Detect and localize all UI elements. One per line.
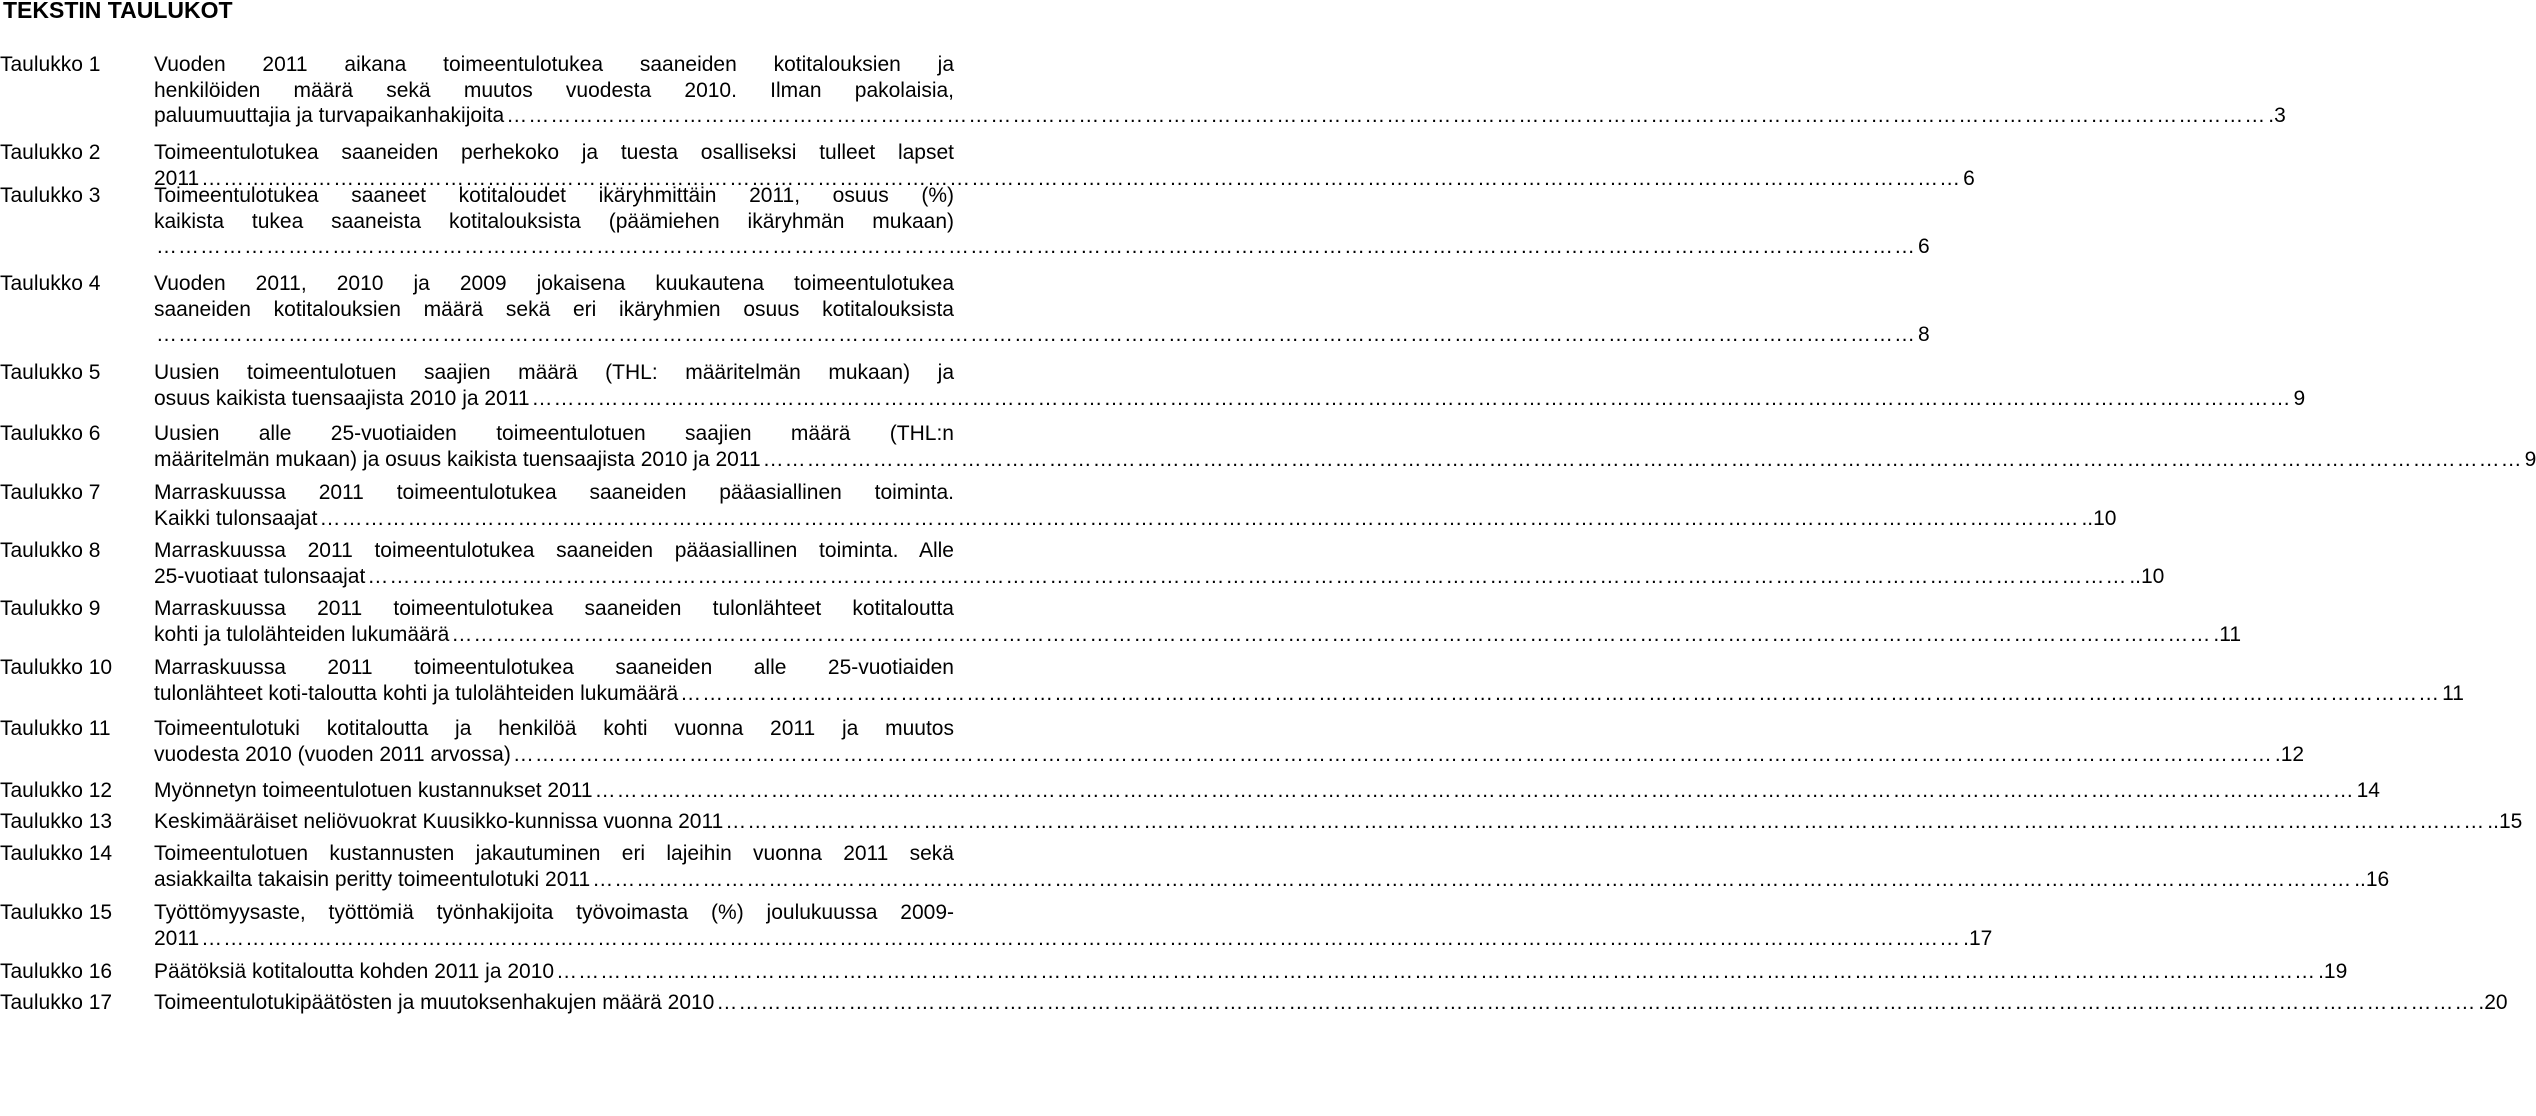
toc-entry-page-number: .3 <box>2268 104 2286 127</box>
toc-entry-tail-text: kohti ja tulolähteiden lukumäärä <box>154 622 450 646</box>
toc-entry-last-line <box>154 234 1930 260</box>
toc-entry[interactable] <box>0 809 2523 835</box>
toc-entry-tail-text: asiakkailta takaisin peritty toimeentulotuki 2011 <box>154 867 591 891</box>
toc-entry-last-line <box>154 867 2390 893</box>
toc-entry-last-line <box>154 506 2117 532</box>
toc-entry-last-line <box>154 564 2165 590</box>
toc-entry-text <box>154 480 2117 531</box>
toc-entry-line: Marraskuussa 2011 toimeentulotukea saaneiden pääasiallinen toiminta. Alle <box>154 539 954 562</box>
dot-leader: …………………………………………………………………………………………………………………………………………………………………………………………………………………… <box>451 622 2212 646</box>
toc-entry-label: Taulukko 11 <box>0 717 111 740</box>
dot-leader: …………………………………………………………………………………………………………………………………………………………………………………………………………………… <box>716 991 2477 1014</box>
toc-entry-last-line <box>154 990 2508 1016</box>
dot-leader: …………………………………………………………………………………………………………………………………………………………………………………………………………………… <box>556 960 2317 983</box>
toc-entry-last-line <box>154 322 1930 348</box>
toc-entry[interactable] <box>0 959 2348 985</box>
toc-entry-label: Taulukko 8 <box>0 539 101 562</box>
toc-entry-text <box>154 778 2380 804</box>
toc-entry-text <box>154 809 2523 835</box>
toc-entry-label: Taulukko 7 <box>0 481 101 504</box>
toc-entry-page-number: .11 <box>2213 622 2241 646</box>
toc-entry-last-line <box>154 447 2536 473</box>
toc-entry-line: Toimeentulotukea saaneiden perhekoko ja tuesta osalliseksi tulleet lapset <box>154 141 954 164</box>
toc-entry-label: Taulukko 4 <box>0 272 101 295</box>
toc-entry-page-number: 14 <box>2356 779 2380 802</box>
toc-entry-last-line <box>154 386 2306 412</box>
toc-entry-line: kaikista tukea saaneista kotitalouksista (päämiehen ikäryhmän mukaan) <box>154 209 954 233</box>
toc-entry-page-number: ..16 <box>2354 867 2390 891</box>
toc-entry-line: Työttömyysaste, työttömiä työnhakijoita työvoimasta (%) joulukuussa 2009- <box>154 901 954 924</box>
toc-entry-text <box>154 538 2165 589</box>
toc-entry-last-line <box>154 926 1993 952</box>
toc-entry-last-line <box>154 742 2305 768</box>
toc-entry-tail-text: 25-vuotiaat tulonsaajat <box>154 564 366 588</box>
dot-leader: …………………………………………………………………………………………………………………………………………………………………………………………………………………… <box>367 564 2128 588</box>
toc-entry-text <box>154 360 2306 411</box>
toc-entry-page-number: 11 <box>2442 681 2464 705</box>
toc-entry-tail-text: tulonlähteet koti-taloutta kohti ja tulolähteiden lukumäärä <box>154 681 679 705</box>
toc-entry[interactable] <box>0 841 2390 892</box>
toc-entry-line: henkilöiden määrä sekä muutos vuodesta 2010. Ilman pakolaisia, <box>154 78 954 102</box>
toc-entry[interactable] <box>0 655 2464 706</box>
toc-entry-label: Taulukko 3 <box>0 184 101 207</box>
toc-entry-page-number: .17 <box>1963 926 1993 950</box>
toc-entry[interactable] <box>0 271 1930 348</box>
toc-entry-text <box>154 990 2508 1016</box>
toc-entry-tail-text: 2011 <box>154 166 200 190</box>
toc-entry[interactable] <box>0 538 2165 589</box>
toc-entry-tail-text: 2011 <box>154 926 200 950</box>
toc-entry-last-line <box>154 622 2241 648</box>
dot-leader: …………………………………………………………………………………………………………………………………………………………………………………………………………………… <box>725 810 2486 833</box>
toc-entry[interactable] <box>0 990 2508 1016</box>
toc-entry-line: saaneiden kotitalouksien määrä sekä eri ikäryhmien osuus kotitalouksista <box>154 297 954 321</box>
toc-entry-text <box>154 959 2348 985</box>
dot-leader: …………………………………………………………………………………………………………………………………………………………………………………………………………………… <box>594 779 2355 802</box>
toc-entry[interactable] <box>0 480 2117 531</box>
toc-entry-tail-text: Päätöksiä kotitaloutta kohden 2011 ja 2010 <box>154 960 555 983</box>
dot-leader: …………………………………………………………………………………………………………………………………………………………………………………………………………………… <box>201 926 1962 950</box>
toc-entry-line: Vuoden 2011, 2010 ja 2009 jokaisena kuukautena toimeentulotukea <box>154 272 954 295</box>
toc-entry-tail-text: määritelmän mukaan) ja osuus kaikista tuensaajista 2010 ja 2011 <box>154 447 761 471</box>
toc-entry-tail-text: Kaikki tulonsaajat <box>154 506 318 530</box>
toc-entry-tail-text: Myönnetyn toimeentulotuen kustannukset 2011 <box>154 779 593 802</box>
toc-entry-text <box>154 421 2536 472</box>
toc-entry-page-number: 8 <box>1918 323 1930 346</box>
dot-leader: …………………………………………………………………………………………………………………………………………………………………………………………………………………… <box>156 235 1916 258</box>
toc-entry-last-line <box>154 959 2348 985</box>
toc-entry[interactable] <box>0 778 2380 804</box>
toc-entry-label: Taulukko 1 <box>0 53 101 76</box>
toc-entry-page-number: 9 <box>2524 447 2536 471</box>
toc-entry-label: Taulukko 13 <box>0 810 113 833</box>
toc-entry-text <box>154 716 2305 767</box>
dot-leader: …………………………………………………………………………………………………………………………………………………………………………………………………………………… <box>156 323 1916 346</box>
toc-entry-text <box>154 900 1993 951</box>
toc-entry[interactable] <box>0 716 2305 767</box>
toc-entry-line: Marraskuussa 2011 toimeentulotukea saaneiden alle 25-vuotiaiden <box>154 656 954 679</box>
dot-leader: …………………………………………………………………………………………………………………………………………………………………………………………………………………… <box>762 447 2523 471</box>
dot-leader: …………………………………………………………………………………………………………………………………………………………………………………………………………………… <box>201 166 1962 190</box>
toc-entry-label: Taulukko 16 <box>0 960 113 983</box>
toc-entry-line: Uusien toimeentulotuen saajien määrä (THL: määritelmän mukaan) ja <box>154 361 954 384</box>
toc-entry-page-number: .12 <box>2274 742 2305 766</box>
toc-entry[interactable] <box>0 596 2241 647</box>
toc-entry-text <box>154 655 2464 706</box>
toc-entry-line: Toimeentulotuen kustannusten jakautuminen eri lajeihin vuonna 2011 sekä <box>154 842 954 865</box>
toc-entry-line: Toimeentulotuki kotitaloutta ja henkilöä kohti vuonna 2011 ja muutos <box>154 717 954 740</box>
toc-entry-line: Vuoden 2011 aikana toimeentulotukea saaneiden kotitalouksien ja <box>154 53 954 76</box>
toc-entry-line: Uusien alle 25-vuotiaiden toimeentulotuen saajien määrä (THL:n <box>154 422 954 445</box>
toc-entry-last-line <box>154 809 2523 835</box>
toc-entry-last-line <box>154 681 2464 707</box>
toc-entry-page-number: ..10 <box>2081 506 2117 530</box>
toc-entry-label: Taulukko 5 <box>0 361 101 384</box>
dot-leader: …………………………………………………………………………………………………………………………………………………………………………………………………………………… <box>506 104 2267 127</box>
toc-entry-page-number: ..10 <box>2129 564 2165 588</box>
toc-entry-label: Taulukko 14 <box>0 842 113 865</box>
toc-entry-label: Taulukko 9 <box>0 597 101 620</box>
toc-entry-page-number: ..15 <box>2487 810 2523 833</box>
toc-entry-last-line <box>154 103 2286 129</box>
dot-leader: …………………………………………………………………………………………………………………………………………………………………………………………………………………… <box>512 742 2273 766</box>
toc-entry-text <box>154 183 1930 260</box>
toc-entry[interactable] <box>0 52 2286 129</box>
toc-entry-line: Marraskuussa 2011 toimeentulotukea saaneiden pääasiallinen toiminta. <box>154 481 954 504</box>
toc-entry[interactable] <box>0 183 1930 260</box>
toc-entry[interactable] <box>0 900 1993 951</box>
toc-entry-text <box>154 271 1930 348</box>
toc-entry[interactable] <box>0 360 2306 411</box>
toc-entry-page-number: .19 <box>2318 960 2348 983</box>
toc-entry-tail-text: Keskimääräiset neliövuokrat Kuusikko-kunnissa vuonna 2011 <box>154 810 724 833</box>
toc-entry-tail-text: Toimeentulotukipäätösten ja muutoksenhakujen määrä 2010 <box>154 991 715 1014</box>
dot-leader: …………………………………………………………………………………………………………………………………………………………………………………………………………………… <box>592 867 2353 891</box>
toc-entry-label: Taulukko 10 <box>0 656 113 679</box>
toc-entry-text <box>154 52 2286 129</box>
toc-entry-label: Taulukko 12 <box>0 779 113 802</box>
toc-entry-line: Toimeentulotukea saaneet kotitaloudet ikäryhmittäin 2011, osuus (%) <box>154 184 954 207</box>
toc-entry-line: Marraskuussa 2011 toimeentulotukea saaneiden tulonlähteet kotitaloutta <box>154 597 954 620</box>
toc-entry-tail-text: vuodesta 2010 (vuoden 2011 arvossa) <box>154 742 511 766</box>
toc-entry-label: Taulukko 2 <box>0 141 101 164</box>
dot-leader: …………………………………………………………………………………………………………………………………………………………………………………………………………………… <box>319 506 2080 530</box>
toc-entry-last-line <box>154 778 2380 804</box>
toc-entry-tail-text: osuus kaikista tuensaajista 2010 ja 2011 <box>154 386 530 410</box>
toc-entry-tail-text: paluumuuttajia ja turvapaikanhakijoita <box>154 104 505 127</box>
toc-entry-label: Taulukko 15 <box>0 901 113 924</box>
toc-entry-page-number: 9 <box>2293 386 2306 410</box>
toc-entry-page-number: .20 <box>2478 991 2508 1014</box>
page-title: TEKSTIN TAULUKOT <box>3 0 233 23</box>
toc-entry[interactable] <box>0 421 2536 472</box>
dot-leader: …………………………………………………………………………………………………………………………………………………………………………………………………………………… <box>531 386 2292 410</box>
toc-entry-label: Taulukko 17 <box>0 991 113 1014</box>
toc-entry-text <box>154 596 2241 647</box>
toc-entry-text <box>154 841 2390 892</box>
toc-entry-page-number: 6 <box>1918 235 1930 258</box>
dot-leader: …………………………………………………………………………………………………………………………………………………………………………………………………………………… <box>680 681 2441 705</box>
toc-entry-label: Taulukko 6 <box>0 422 101 445</box>
toc-entry-page-number: 6 <box>1963 166 1975 190</box>
